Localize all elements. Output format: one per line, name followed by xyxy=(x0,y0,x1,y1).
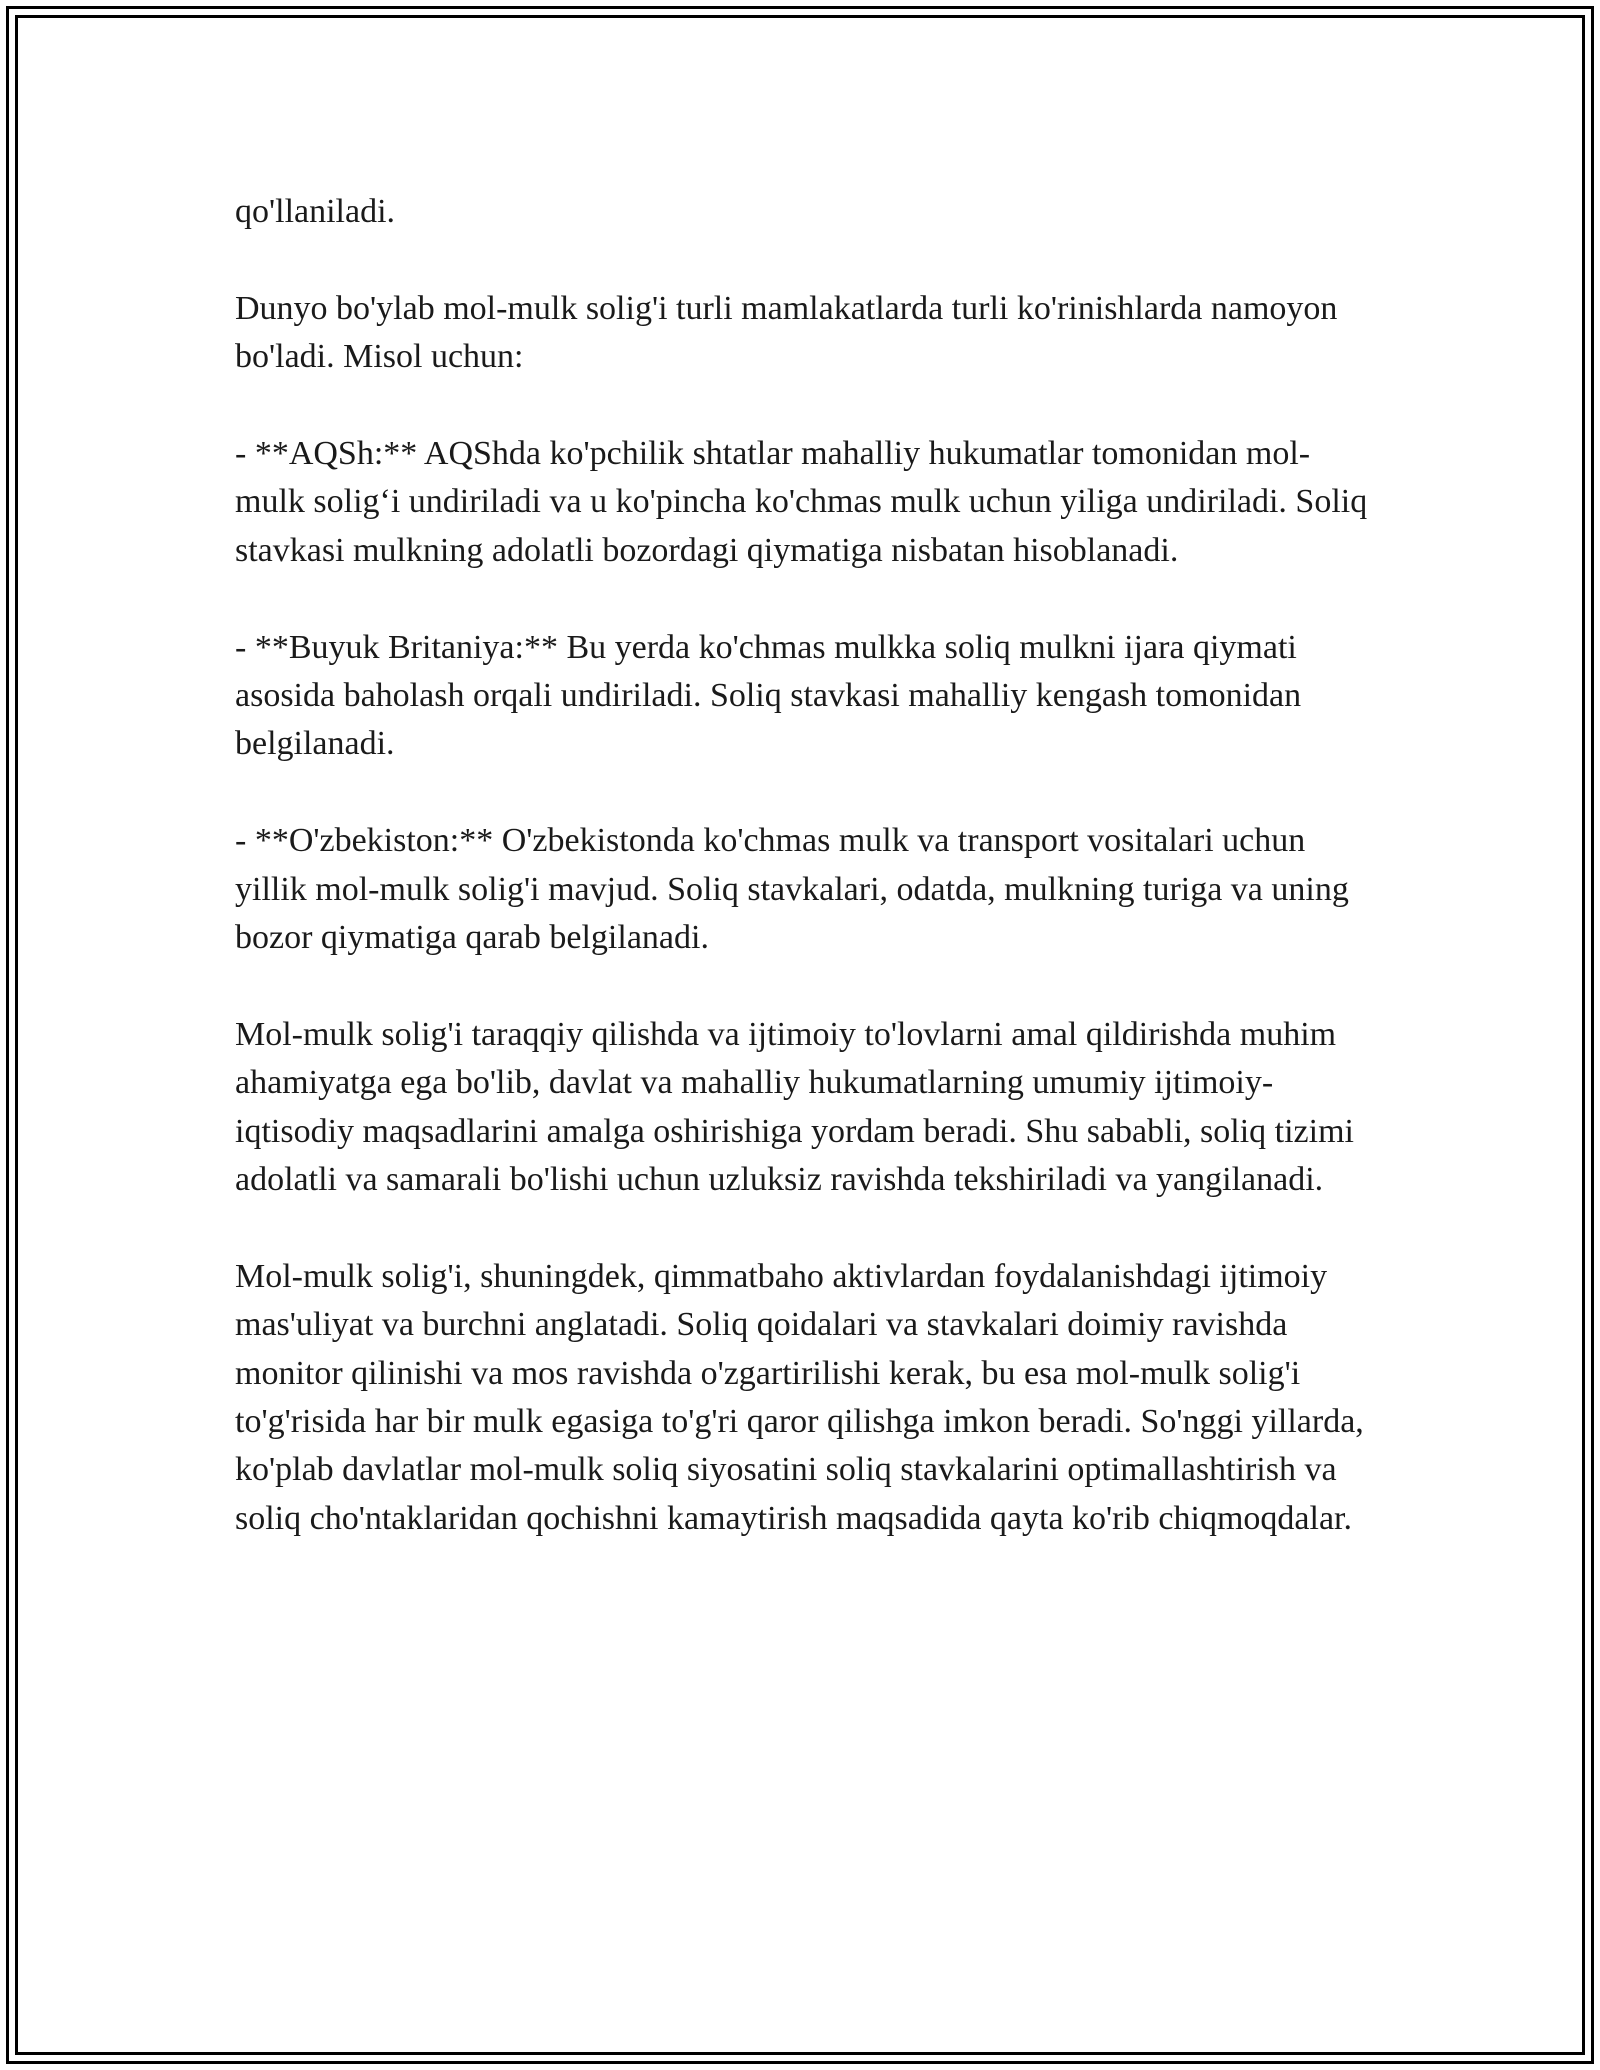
document-body xyxy=(235,188,1375,1592)
paragraph-intro: Dunyo bo'ylab mol-mulk solig'i turli mamlakatlarda turli ko'rinishlarda namoyon bo'ladi. Misol uchun: xyxy=(235,289,1338,376)
list-item-uk: - **Buyuk Britaniya:** Bu yerda ko'chmas mulkka soliq mulkni ijara qiymati asosida baholash orqali undiriladi. Soliq stavkasi mahalliy kengash tomonidan belgilanadi. xyxy=(235,628,1302,763)
paragraph-responsibility: Mol-mulk solig'i, shuningdek, qimmatbaho aktivlardan foydalanishdagi ijtimoiy mas'uliyat va burchni anglatadi. Soliq qoidalari va stavkalari doimiy ravishda monitor qilinishi va mos ravishda o'zgartirilishi kerak, bu esa mol-mulk solig'i to'g'risida har bir mulk egasiga to'g'ri qaror qilishga imkon beradi. So'nggi yillarda, ko'plab davlatlar mol-mulk soliq siyosatini soliq stavkalarini optimallashtirish va soliq cho'ntaklaridan qochishni kamaytirish maqsadida qayta ko'rib chiqmoqdalar. xyxy=(235,1257,1364,1537)
list-item-uzbekistan: - **O'zbekiston:** O'zbekistonda ko'chmas mulk va transport vositalari uchun yillik mol-mulk solig'i mavjud. Soliq stavkalari, odatda, mulkning turiga va uning bozor qiymatiga qarab belgilanadi. xyxy=(235,822,1349,957)
list-item-usa: - **AQSh:** AQShda ko'pchilik shtatlar mahalliy hukumatlar tomonidan mol-mulk solig‘i undiriladi va u ko'pincha ko'chmas mulk uchun yiliga undiriladi. Soliq stavkasi mulkning adolatli bozordagi qiymatiga nisbatan hisoblanadi. xyxy=(235,435,1368,569)
paragraph-importance: Mol-mulk solig'i taraqqiy qilishda va ijtimoiy to'lovlarni amal qildirishda muhim ahamiyatga ega bo'lib, davlat va mahalliy hukumatlarning umumiy ijtimoiy-iqtisodiy maqsadlarini amalga oshirishiga yordam beradi. Shu sababli, soliq tizimi adolatli va samarali bo'lishi uchun uzluksiz ravishda tekshiriladi va yangilanadi. xyxy=(235,1015,1354,1199)
paragraph-continuation: qo'llaniladi. xyxy=(235,193,396,230)
